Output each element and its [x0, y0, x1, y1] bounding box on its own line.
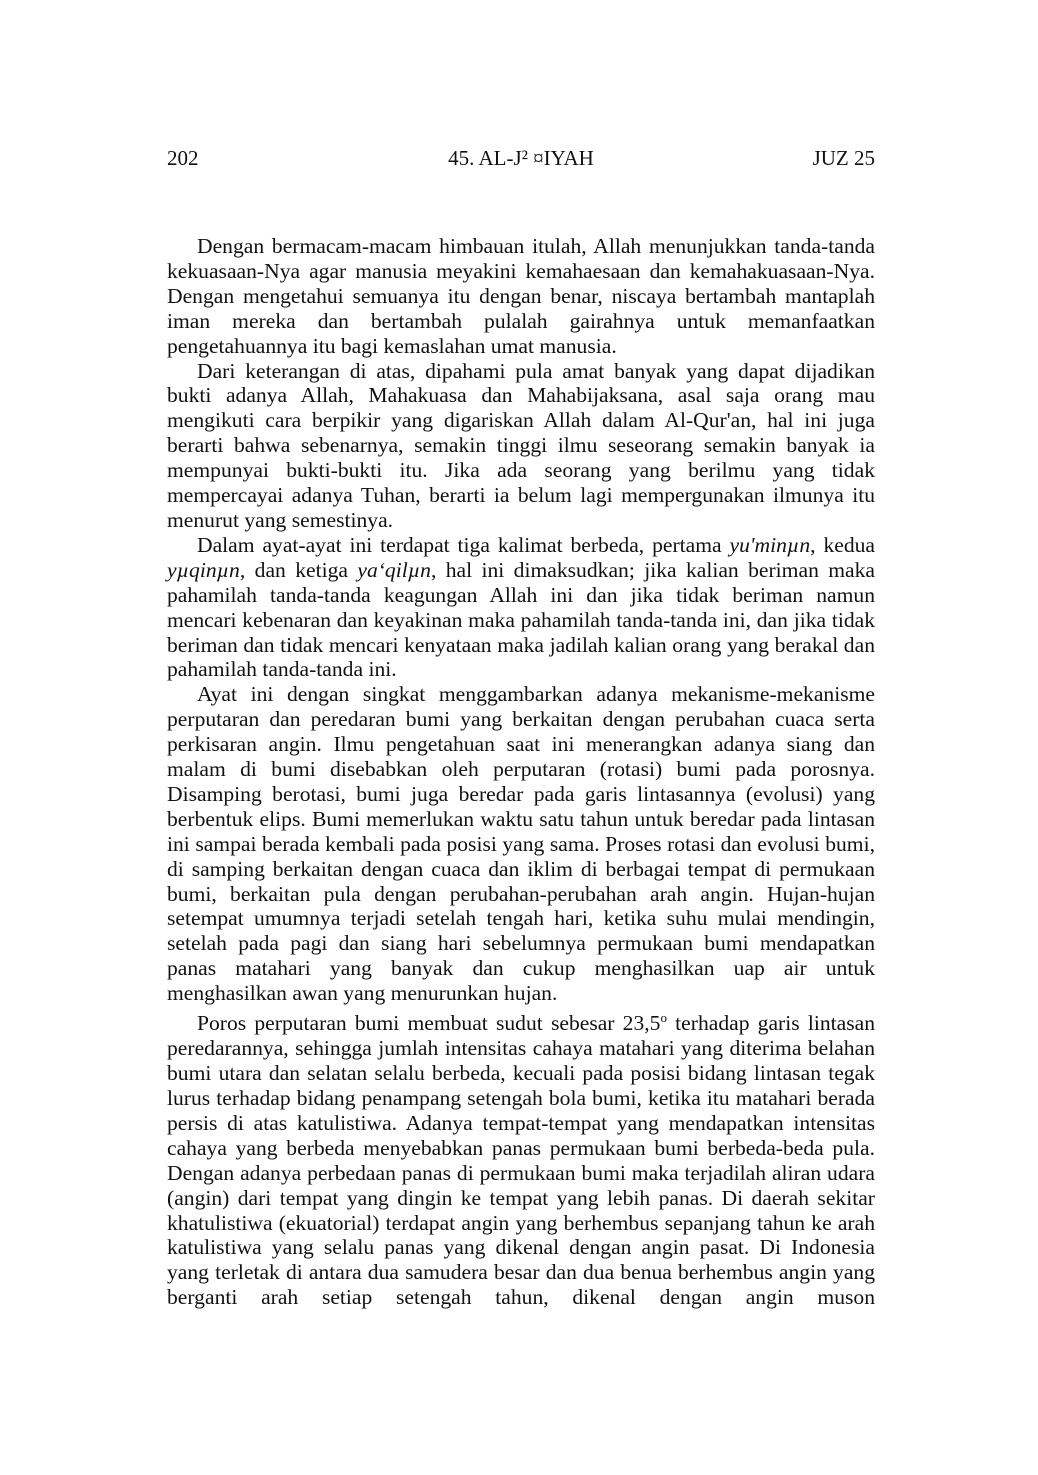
text-run: dan ketiga — [245, 557, 358, 582]
italic-term: yu'minµn — [729, 532, 811, 557]
paragraph — [167, 533, 875, 682]
page-number: 202 — [167, 146, 199, 170]
paragraph — [167, 1006, 875, 1310]
italic-term: ya‘qilµn — [357, 557, 431, 582]
paragraph: Ayat ini dengan singkat menggambarkan adanya mekanisme-mekanisme perputaran dan peredaran bumi yang berkaitan dengan perubahan cuaca serta perkisaran angin. Ilmu pengetahuan saat ini menerangkan adanya siang dan malam di bumi disebabkan oleh perputaran (rotasi) bumi pada porosnya. Disamping berotasi, bumi juga beredar pada garis lintasannya (evolusi) yang berbentuk elips. Bumi memerlukan waktu satu tahun untuk beredar pada lintasan ini sampai berada kembali pada posisi yang sama. Proses rotasi dan evolusi bumi, di samping berkaitan dengan cuaca dan iklim di berbagai tempat di permukaan bumi, berkaitan pula dengan perubahan-perubahan arah angin. Hujan-hujan setempat umumnya terjadi setelah tengah hari, ketika suhu mulai mendingin, setelah pada pagi dan siang hari sebelumnya permukaan bumi mendapatkan panas matahari yang banyak dan cukup menghasilkan uap air untuk menghasilkan awan yang menurunkan hujan. — [167, 682, 875, 1006]
degree-superscript: o — [660, 1010, 667, 1026]
italic-term: yµqinµn, — [167, 557, 246, 582]
text-run: terhadap garis lintasan peredarannya, sehingga jumlah intensitas cahaya matahari yang diterima belahan bumi utara dan selatan selalu berbeda, kecuali pada posisi bidang lintasan tegak lurus terhadap bidang penampang setengah bola bumi, ketika itu matahari berada persis di atas katulistiwa. Adanya tempat-tempat yang mendapatkan intensitas cahaya yang berbeda menyebabkan panas permukaan bumi berbeda-beda pula. Dengan adanya perbedaan panas di permukaan bumi maka terjadilah aliran udara (angin) dari tempat yang dingin ke tempat yang lebih panas. Di daerah sekitar khatulistiwa (ekuatorial) terdapat angin yang berhembus sepanjang tahun ke arah katulistiwa yang selalu panas yang dikenal dengan angin pasat. Di Indonesia yang terletak di antara dua samudera besar dan dua benua berhembus angin yang berganti arah setiap setengah tahun, dikenal dengan angin muson — [167, 1011, 875, 1310]
body-text — [167, 234, 875, 1310]
paragraph: Dengan bermacam-macam himbauan itulah, Allah menunjukkan tanda-tanda kekuasaan-Nya agar manusia meyakini kemahaesaan dan kemahakuasaan-Nya. Dengan mengetahui semuanya itu dengan benar, niscaya bertambah mantaplah iman mereka dan bertambah pulalah gairahnya untuk memanfaatkan pengetahuannya itu bagi kemaslahan umat manusia. — [167, 234, 875, 358]
paragraph: Dari keterangan di atas, dipahami pula amat banyak yang dapat dijadikan bukti adanya Allah, Mahakuasa dan Mahabijaksana, asal saja orang mau mengikuti cara berpikir yang digariskan Allah dalam Al-Qur'an, hal ini juga berarti bahwa sebenarnya, semakin tinggi ilmu seseorang semakin banyak ia mempunyai bukti-bukti itu. Jika ada seorang yang berilmu yang tidak mempercayai adanya Tuhan, berarti ia belum lagi mempergunakan ilmunya itu menurut yang semestinya. — [167, 358, 875, 532]
text-run: , hal ini dimaksudkan; jika kalian beriman maka pahamilah tanda-tanda keagungan Allah ini dan jika tidak beriman namun mencari kebenaran dan keyakinan maka pahamilah tanda-tanda ini, dan jika tidak beriman dan tidak mencari kenyataan maka jadilah kalian orang yang berakal dan pahamilah tanda-tanda ini. — [167, 557, 876, 682]
text-run: , kedua — [810, 532, 876, 557]
text-run: Poros perputaran bumi membuat sudut sebesar 23,5 — [197, 1011, 661, 1036]
juz-label: JUZ 25 — [812, 146, 875, 170]
text-run: Dalam ayat-ayat ini terdapat tiga kalimat berbeda, pertama — [197, 532, 730, 557]
running-header — [167, 145, 875, 175]
surah-title: 45. AL-J² ¤IYAH — [448, 146, 594, 170]
